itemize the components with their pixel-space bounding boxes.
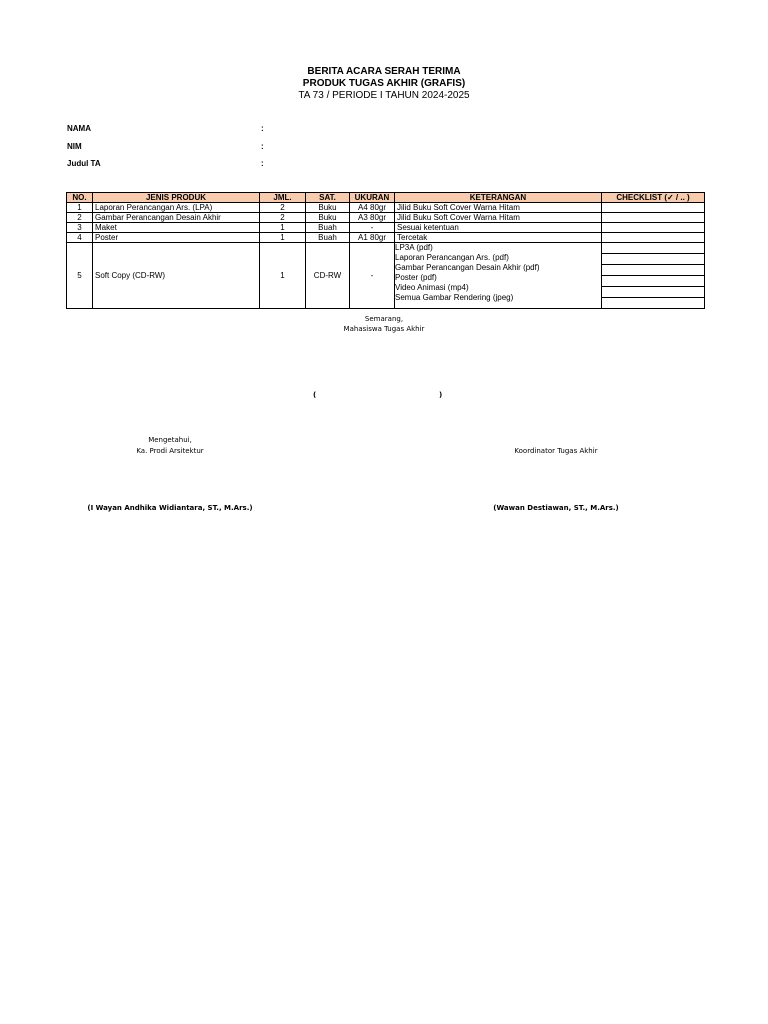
cell-keterangan-list (395, 243, 602, 309)
sign-place: Semarang, (364, 315, 404, 323)
keterangan-item: Poster (pdf) (395, 273, 437, 282)
header-checklist: CHECKLIST (✓ / .. ) (602, 193, 705, 203)
product-table (66, 192, 705, 309)
table-row (67, 223, 705, 233)
cell-keterangan: Jilid Buku Soft Cover Warna Hitam (395, 203, 602, 213)
header-no: NO. (67, 193, 93, 203)
doc-period: TA 73 / PERIODE I TAHUN 2024-2025 (298, 90, 470, 101)
cell-sat: Buku (306, 203, 350, 213)
checklist-cell[interactable] (602, 265, 704, 276)
cell-jml: 1 (260, 233, 306, 243)
cell-jml: 2 (260, 213, 306, 223)
cell-jenis: Laporan Perancangan Ars. (LPA) (93, 203, 260, 213)
cell-sat: Buku (306, 213, 350, 223)
checklist-group (602, 243, 705, 309)
cell-jenis: Poster (93, 233, 260, 243)
cell-jml: 1 (260, 243, 306, 309)
header-ukuran: UKURAN (350, 193, 395, 203)
cell-sat: Buah (306, 233, 350, 243)
keterangan-item: Video Animasi (mp4) (395, 283, 469, 292)
header-sat: SAT. (306, 193, 350, 203)
keterangan-item: Semua Gambar Rendering (jpeg) (395, 293, 514, 302)
coordinator-name: (Wawan Destiawan, ST., M.Ars.) (493, 504, 619, 512)
field-nim-colon: : (261, 142, 264, 151)
cell-no: 5 (67, 243, 93, 309)
table-header-row (67, 193, 705, 203)
table-row (67, 243, 705, 309)
checklist-cell[interactable] (602, 276, 704, 287)
cell-keterangan: Sesuai ketentuan (395, 223, 602, 233)
checklist-cell[interactable] (602, 287, 704, 298)
cell-jenis: Maket (93, 223, 260, 233)
cell-ukuran: A4 80gr (350, 203, 395, 213)
cell-jml: 1 (260, 223, 306, 233)
cell-sat: Buah (306, 223, 350, 233)
field-nama-colon: : (261, 124, 264, 133)
field-nim-label: NIM (67, 142, 82, 151)
cell-ukuran: A3 80gr (350, 213, 395, 223)
cell-no: 2 (67, 213, 93, 223)
header-jenis: JENIS PRODUK (93, 193, 260, 203)
checklist-cell[interactable] (602, 298, 704, 308)
table-row (67, 203, 705, 213)
cell-ukuran: A1 80gr (350, 233, 395, 243)
keterangan-item: Gambar Perancangan Desain Akhir (pdf) (395, 263, 540, 272)
field-nama-label: NAMA (67, 124, 91, 133)
cell-keterangan: Tercetak (395, 233, 602, 243)
coordinator-role: Koordinator Tugas Akhir (514, 447, 598, 455)
cell-no: 1 (67, 203, 93, 213)
cell-keterangan: Jilid Buku Soft Cover Warna Hitam (395, 213, 602, 223)
field-judul-colon: : (261, 159, 264, 168)
checklist-cell[interactable] (602, 213, 705, 223)
checklist-cell[interactable] (602, 243, 704, 254)
keterangan-item: LP3A (pdf) (395, 243, 433, 252)
checklist-cell[interactable] (602, 254, 704, 265)
known-label: Mengetahui, (148, 436, 192, 444)
cell-sat: CD-RW (306, 243, 350, 309)
header-jml: JML. (260, 193, 306, 203)
doc-subtitle: PRODUK TUGAS AKHIR (GRAFIS) (302, 78, 466, 89)
cell-no: 3 (67, 223, 93, 233)
student-name-open: ( (313, 391, 317, 399)
cell-jenis: Gambar Perancangan Desain Akhir (93, 213, 260, 223)
checklist-cell[interactable] (602, 203, 705, 213)
prodi-name: (I Wayan Andhika Widiantara, ST., M.Ars.) (87, 504, 253, 512)
student-role: Mahasiswa Tugas Akhir (343, 325, 425, 333)
cell-jml: 2 (260, 203, 306, 213)
doc-title: BERITA ACARA SERAH TERIMA (307, 66, 461, 77)
table-row (67, 213, 705, 223)
prodi-role: Ka. Prodi Arsitektur (136, 447, 204, 455)
cell-ukuran: - (350, 243, 395, 309)
keterangan-item: Laporan Perancangan Ars. (pdf) (395, 253, 509, 262)
cell-no: 4 (67, 233, 93, 243)
student-name-close: ) (439, 391, 443, 399)
checklist-cell[interactable] (602, 223, 705, 233)
checklist-cell[interactable] (602, 233, 705, 243)
cell-jenis: Soft Copy (CD-RW) (93, 243, 260, 309)
cell-ukuran: - (350, 223, 395, 233)
table-row (67, 233, 705, 243)
header-keterangan: KETERANGAN (395, 193, 602, 203)
field-judul-label: Judul TA (67, 159, 101, 168)
